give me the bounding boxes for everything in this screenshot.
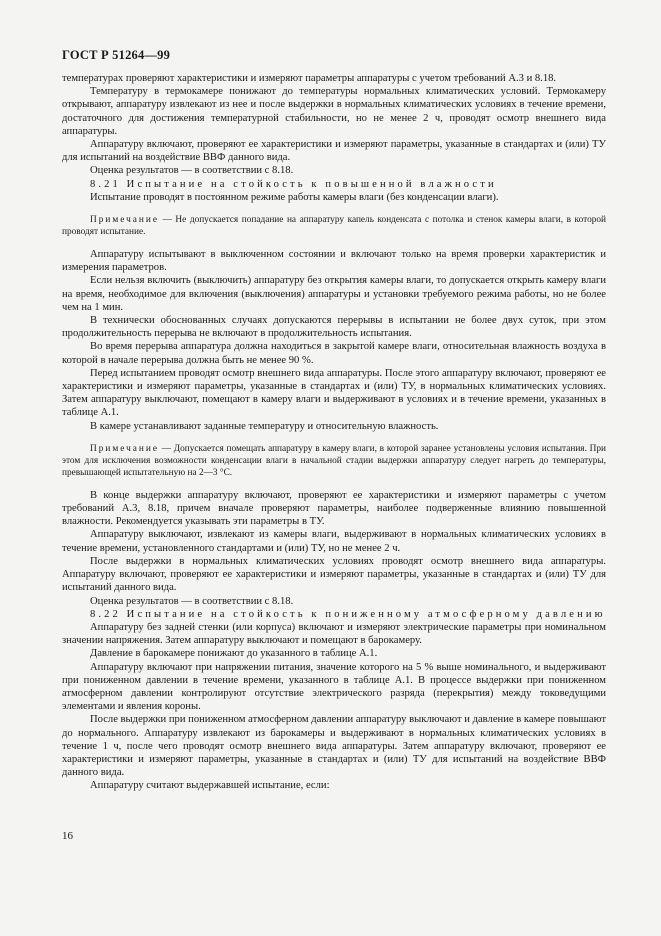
paragraph: Аппаратуру включают при напряжении питания, значение которого на 5 % выше номинального, и выдерживают при пониженном давлении в течение времени, указанного в таблице А.1. В процессе выдержки при пониженном атмосферном давлении контролируют отсутствие электрического разряда (перекрытия) между токоведущими элементами и явления короны.	[62, 661, 606, 713]
note	[62, 443, 606, 479]
note-label: Примечание	[90, 215, 159, 226]
paragraph: Давление в барокамере понижают до указанного в таблице А.1.	[90, 648, 378, 660]
paragraph: Испытание проводят в постоянном режиме работы камеры влаги (без конденсации влаги).	[90, 191, 499, 203]
document-header: ГОСТ Р 51264—99	[62, 48, 171, 62]
paragraph: В технически обоснованных случаях допускаются перерывы в испытании не более двух суток, при этом продолжительность перерыва не включают в продолжительность испытания.	[62, 315, 606, 340]
paragraph: Аппаратуру испытывают в выключенном состоянии и включают только на время проверки характеристик и измерения параметров.	[62, 249, 606, 274]
paragraph: Аппаратуру без задней стенки (или корпуса) включают и измеряют электрические параметры при номинальном значении напряжения. Затем аппаратуру выключают и помещают в барокамеру.	[62, 621, 606, 647]
paragraph: Аппаратуру считают выдержавшей испытание, если:	[90, 780, 330, 792]
section-heading-8-21: 8.21 Испытание на стойкость к повышенной влажности	[90, 178, 497, 190]
paragraph: Перед испытанием проводят осмотр внешнего вида аппаратуры. После этого аппаратуру включают, проверяют ее характеристики и измеряют параметры, указанные в стандартах и (или) ТУ, в нормальных климатических условиях. Затем аппаратуру выключают, помещают в камеру влаги и выдерживают в условиях и в течение времени, указанных в таблице А.1.	[62, 367, 606, 419]
note-text: — Допускается помещать аппаратуру в камеру влаги, в которой заранее установлены условия испытания. При этом для исключения возможности конденсации влаги в начальной стадии выдержки аппаратуру следует нагреть до температуры, превышающей испытательную на 2—3 °С.	[62, 443, 606, 478]
note	[62, 214, 606, 238]
body-text	[62, 72, 606, 793]
paragraph: В камере устанавливают заданные температуру и относительную влажность.	[90, 420, 439, 432]
paragraph: Температуру в термокамере понижают до температуры нормальных климатических условий. Термокамеру открывают, аппаратуру извлекают из нее и после выдержки в нормальных климатических условиях в течение времени, достаточного для достижения температурной стабильности, но не менее 2 ч, проводят осмотр внешнего вида аппаратуры.	[62, 86, 606, 137]
paragraph: Если нельзя включить (выключить) аппаратуру без открытия камеры влаги, то допускается открыть камеру влаги на время, необходимое для включения (выключения) аппаратуры и установки требуемого режима работы, но не более чем на 1 мин.	[62, 275, 606, 313]
paragraph: Аппаратуру выключают, извлекают из камеры влаги, выдерживают в нормальных климатических условиях в течение времени, установленного стандартами и (или) ТУ, но не менее 2 ч.	[62, 529, 606, 554]
note-text: — Не допускается попадание на аппаратуру капель конденсата с потолка и стенок камеры влаги, в которой проводят испытание.	[62, 215, 606, 238]
paragraph: Аппаратуру включают, проверяют ее характеристики и измеряют параметры, указанные в стандартах и (или) ТУ для испытаний на воздействие ВВФ данного вида.	[62, 139, 606, 164]
paragraph: Во время перерыва аппаратура должна находиться в закрытой камере влаги, относительная влажность воздуха в которой в начале перерыва должна быть не менее 90 %.	[62, 341, 606, 366]
paragraph: температурах проверяют характеристики и измеряют параметры аппаратуры с учетом требований А.3 и 8.18.	[62, 73, 557, 84]
page-number: 16	[62, 830, 73, 842]
paragraph: После выдержки при пониженном атмосферном давлении аппаратуру выключают и давление в камере повышают до нормального. Аппаратуру извлекают из барокамеры и выдерживают в нормальных климатических условиях в течение 1 ч, после чего проводят осмотр внешнего вида аппаратуры. Затем аппаратуру включают, проверяют ее характеристики и измеряют параметры, указанные в стандартах и (или) ТУ для испытаний на воздействие ВВФ данного вида.	[62, 714, 606, 779]
paragraph: Оценка результатов — в соответствии с 8.18.	[90, 165, 294, 177]
section-heading-8-22: 8.22 Испытание на стойкость к пониженному атмосферному давлению	[90, 608, 606, 620]
paragraph: В конце выдержки аппаратуру включают, проверяют ее характеристики и измеряют параметры с учетом требований А.3, 8.18, причем вначале проверяют параметры, наиболее подверженные влиянию повышенной влажности. Рекомендуется указывать эти параметры в ТУ.	[62, 489, 606, 528]
paragraph: После выдержки в нормальных климатических условиях проводят осмотр внешнего вида аппаратуры. Аппаратуру включают, проверяют ее характеристики и измеряют параметры, указанные в стандартах и (или) ТУ для испытаний данного вида.	[62, 555, 606, 594]
paragraph: Оценка результатов — в соответствии с 8.18.	[90, 595, 294, 607]
note-label: Примечание	[90, 443, 159, 454]
